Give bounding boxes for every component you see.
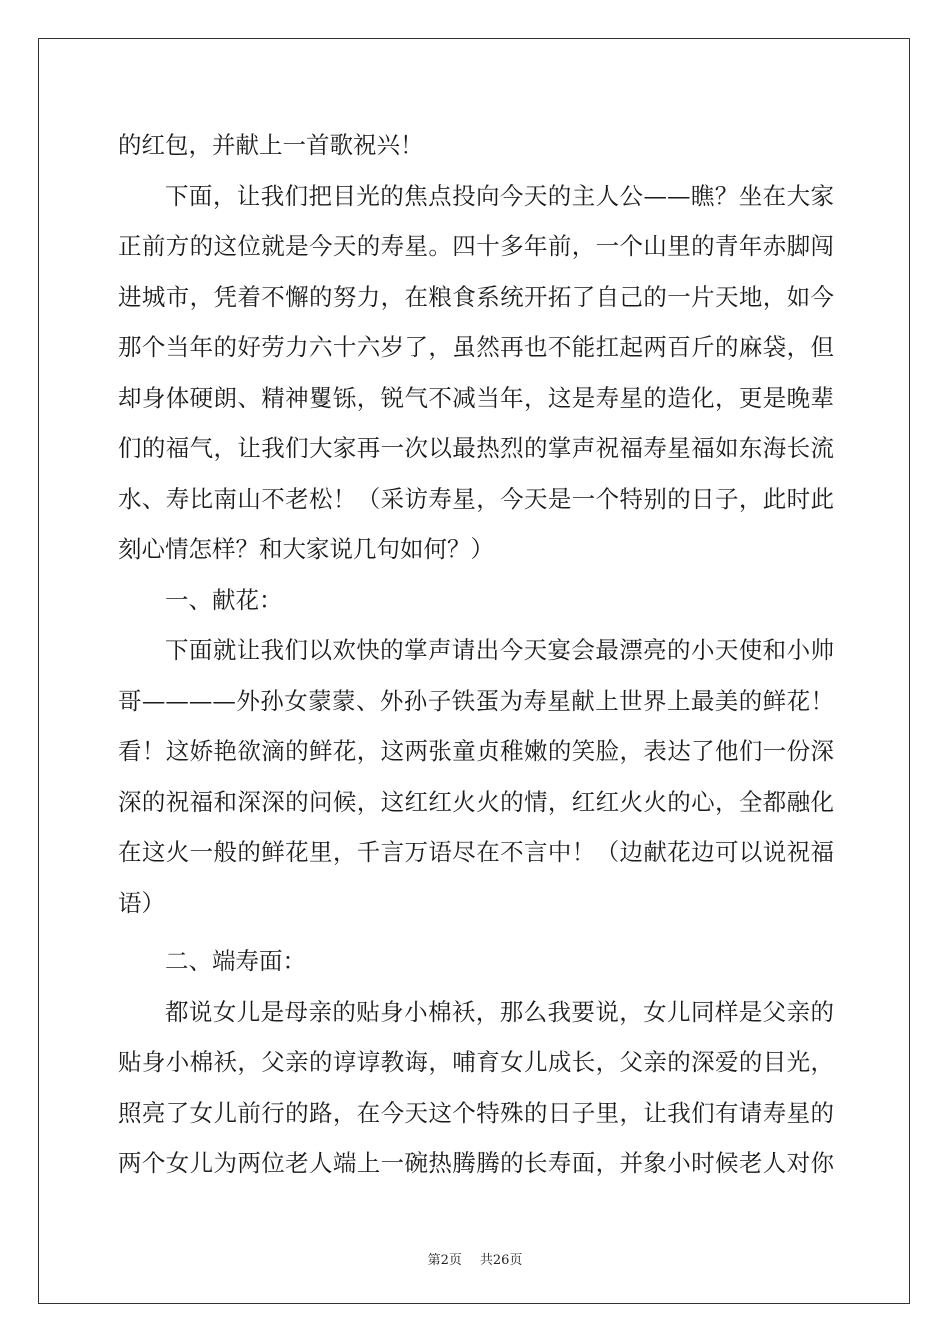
text-line: 下面就让我们以欢快的掌声请出今天宴会最漂亮的小天使和小帅: [165, 636, 834, 664]
text-line: 深的祝福和深深的问候，这红红火火的情，红红火火的心，全都融化: [118, 787, 834, 816]
text-line: 正前方的这位就是今天的寿星。四十多年前，一个山里的青年赤脚闯: [118, 232, 834, 260]
page-number: 第2页: [427, 1253, 462, 1268]
text-line: 那个当年的好劳力六十六岁了，虽然再也不能扛起两百斤的麻袋，但: [118, 333, 834, 361]
text-line: 进城市，凭着不懈的努力，在粮食系统开拓了自己的一片天地，如今: [118, 282, 834, 311]
text-line: 两个女儿为两位老人端上一碗热腾腾的长寿面，并象小时候老人对你: [118, 1149, 834, 1177]
page-footer: [0, 1249, 950, 1268]
text-line: 刻心情怎样？和大家说几句如何？）: [118, 535, 494, 563]
section-heading-flowers: 一、献花：: [165, 585, 283, 614]
text-line: 照亮了女儿前行的路，在今天这个特殊的日子里，让我们有请寿星的: [118, 1098, 834, 1127]
text-line: 贴身小棉袄，父亲的谆谆教诲，哺育女儿成长，父亲的深爱的目光，: [118, 1048, 834, 1076]
text-line: 在这火一般的鲜花里，千言万语尽在不言中！（边献花边可以说祝福: [118, 838, 834, 866]
text-line: 却身体硬朗、精神矍铄，锐气不减当年，这是寿星的造化，更是晚辈: [118, 383, 834, 412]
text-line: 哥————外孙女蒙蒙、外孙子铁蛋为寿星献上世界上最美的鲜花！: [118, 686, 834, 715]
page-total: 共26页: [479, 1253, 523, 1268]
text-line: 都说女儿是母亲的贴身小棉袄，那么我要说，女儿同样是父亲的: [165, 997, 834, 1026]
text-line: 下面，让我们把目光的焦点投向今天的主人公——瞧？坐在大家: [165, 181, 834, 210]
text-line: 语）: [118, 888, 165, 917]
text-line: 的红包，并献上一首歌祝兴！: [118, 131, 424, 159]
document-body: [118, 120, 834, 1189]
text-line: 们的福气，让我们大家再一次以最热烈的掌声祝福寿星福如东海长流: [118, 434, 834, 462]
section-heading-noodles: 二、端寿面：: [165, 947, 306, 975]
text-line: 水、寿比南山不老松！（采访寿星，今天是一个特别的日子，此时此: [118, 484, 834, 513]
text-line: 看！这娇艳欲滴的鲜花，这两张童贞稚嫩的笑脸，表达了他们一份深: [118, 737, 834, 765]
